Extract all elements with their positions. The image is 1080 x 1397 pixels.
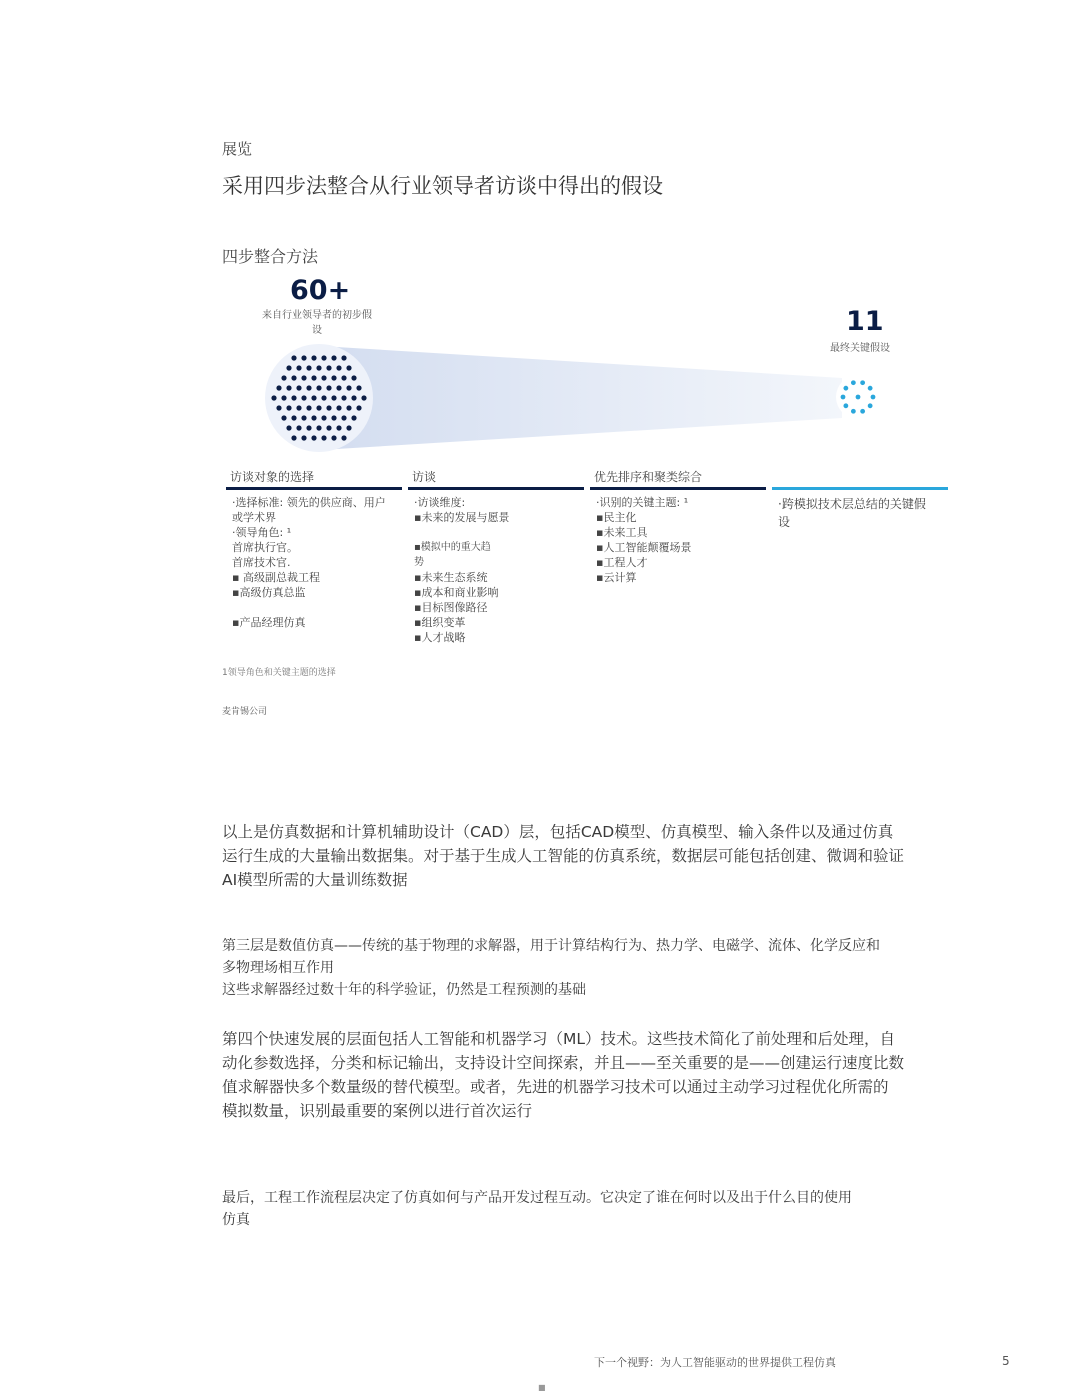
paragraph-data-layer: 以上是仿真数据和计算机辅助设计（CAD）层，包括CAD模型、仿真模型、输入条件以及通过仿真 运行生成的大量输出数据集。对于基于生成人工智能的仿真系统，数据层可能包括创建、微调和验证 AI模型所需的大量训练数据 (222, 823, 905, 889)
hypothesis-dot (276, 385, 281, 390)
final-hypothesis-dot (843, 386, 848, 391)
detail-line: 首席技术官. (232, 556, 291, 569)
hypothesis-dot (361, 395, 366, 400)
detail-line (232, 600, 404, 615)
detail-line: ·选择标准: 领先的供应商、用户 (232, 496, 386, 509)
paragraph-ai-ml-layer: 第四个快速发展的层面包括人工智能和机器学习（ML）技术。这些技术简化了前处理和后处理，自 动化参数选择，分类和标记输出，支持设计空间探索，并且——至关重要的是——创建运行速度比数 值求解器快多个数量级的替代模型。或者，先进的机器学习技术可以通过主动学习过程优化所需的 模拟数量，识别最重要的案例以进行首次运行 (222, 1030, 905, 1120)
hypothesis-dot (321, 435, 326, 440)
hypothesis-dot (291, 355, 296, 360)
hypothesis-dot (321, 375, 326, 380)
hypothesis-dot (321, 395, 326, 400)
final-hypothesis-dot (851, 380, 856, 385)
hypothesis-dot (311, 355, 316, 360)
detail-line: ▪民主化 (596, 511, 637, 524)
detail-line: ▪目标图像路径 (414, 601, 488, 614)
detail-line: ·访谈维度: (414, 496, 466, 509)
hypothesis-dot (346, 365, 351, 370)
step-3-details (596, 495, 768, 585)
hypothesis-dot (316, 425, 321, 430)
hypothesis-dot (296, 365, 301, 370)
step-1-details (232, 495, 404, 630)
hypothesis-dot (316, 385, 321, 390)
page-number: 5 (1002, 1354, 1010, 1368)
hypothesis-dot (286, 405, 291, 410)
funnel-shape (320, 346, 842, 450)
hypothesis-dot (346, 405, 351, 410)
final-hypothesis-dot (856, 395, 861, 400)
hypothesis-dot (316, 365, 321, 370)
hypothesis-dot (331, 415, 336, 420)
hypothesis-dot (336, 405, 341, 410)
hypothesis-dot (351, 395, 356, 400)
detail-line: ▪工程人才 (596, 556, 648, 569)
detail-line: 或学术界 (232, 511, 276, 524)
step-3-title: 优先排序和聚类综合 (594, 470, 703, 484)
hypothesis-dot (281, 375, 286, 380)
hypothesis-dot (301, 415, 306, 420)
detail-line: ▪成本和商业影响 (414, 586, 499, 599)
final-hypothesis-dot (868, 403, 873, 408)
detail-line: ·识别的关键主题: ¹ (596, 496, 689, 509)
final-hypothesis-dot (843, 403, 848, 408)
paragraph-workflow-layer: 最后，工程工作流程层决定了仿真如何与产品开发过程互动。它决定了谁在何时以及出于什么目的使用 仿真 (222, 1190, 852, 1228)
hypothesis-dot (336, 425, 341, 430)
final-hypothesis-dot (868, 386, 873, 391)
hypothesis-dot (356, 405, 361, 410)
final-hypothesis-dot (860, 380, 865, 385)
hypothesis-dot (331, 435, 336, 440)
detail-line: ▪组织变革 (414, 616, 466, 629)
hypothesis-dot (311, 395, 316, 400)
hypothesis-dot (326, 365, 331, 370)
hypothesis-dot (341, 395, 346, 400)
hypothesis-dot (301, 395, 306, 400)
detail-line: ·领导角色: ¹ (232, 526, 292, 539)
hypothesis-dot (331, 395, 336, 400)
hypothesis-dot (286, 365, 291, 370)
hypothesis-dot (276, 405, 281, 410)
page-mark: ■ (538, 1383, 546, 1392)
hypothesis-dot (296, 405, 301, 410)
detail-line: ▪未来工具 (596, 526, 648, 539)
hypothesis-dot (291, 435, 296, 440)
hypothesis-dot (306, 405, 311, 410)
hypothesis-dot (311, 415, 316, 420)
detail-line: ▪人才战略 (414, 631, 466, 644)
hypothesis-dot (316, 405, 321, 410)
step-2-details (414, 495, 586, 645)
detail-line: 势 (414, 557, 424, 568)
step-4-bar (772, 487, 948, 490)
hypothesis-dot (341, 375, 346, 380)
footnote: 1领导角色和关键主题的选择 (222, 668, 336, 678)
step-2-bar (408, 487, 584, 490)
final-caption: 最终关键假设 (830, 343, 890, 354)
detail-line: ▪产品经理仿真 (232, 616, 306, 629)
hypothesis-dot (331, 355, 336, 360)
step-4-details (778, 495, 950, 531)
source-credit: 麦肯锡公司 (222, 707, 268, 717)
hypothesis-dot (291, 395, 296, 400)
hypothesis-dot (311, 375, 316, 380)
step-2-title: 访谈 (412, 470, 437, 484)
hypothesis-dot (356, 385, 361, 390)
footer-title: 下一个视野：为人工智能驱动的世界提供工程仿真 (594, 1356, 836, 1369)
hypothesis-dot (326, 385, 331, 390)
hypothesis-dot (311, 435, 316, 440)
hypothesis-dot (321, 415, 326, 420)
hypothesis-dot (296, 425, 301, 430)
hypothesis-dot (341, 415, 346, 420)
hypothesis-dot (281, 415, 286, 420)
detail-line: ▪模拟中的重大趋 (414, 542, 491, 553)
funnel-start-circle (265, 344, 373, 452)
step-1-title: 访谈对象的选择 (230, 470, 315, 484)
hypothesis-dot (286, 385, 291, 390)
detail-line: ▪人工智能颠覆场景 (596, 541, 692, 554)
hypothesis-dot (286, 425, 291, 430)
final-hypothesis-dot (841, 395, 846, 400)
detail-line: ▪未来生态系统 (414, 571, 488, 584)
step-1-bar (226, 487, 402, 490)
hypothesis-dot (336, 385, 341, 390)
hypothesis-dot (271, 395, 276, 400)
step-3-bar (590, 487, 766, 490)
final-hypothesis-dot (871, 395, 876, 400)
hypothesis-dot (341, 355, 346, 360)
hypothesis-dot (326, 405, 331, 410)
hypothesis-dot (341, 435, 346, 440)
initial-caption: 来自行业领导者的初步假 设 (262, 310, 372, 336)
hypothesis-dot (306, 365, 311, 370)
hypothesis-dot (306, 425, 311, 430)
final-count: 11 (846, 306, 884, 337)
hypothesis-dot (326, 425, 331, 430)
hypothesis-dot (321, 355, 326, 360)
hypothesis-dot (351, 415, 356, 420)
hypothesis-dot (281, 395, 286, 400)
detail-line: 设 (778, 515, 791, 529)
final-hypothesis-dot (851, 409, 856, 414)
exhibit-title: 采用四步法整合从行业领导者访谈中得出的假设 (222, 174, 663, 198)
hypothesis-dot (331, 375, 336, 380)
hypothesis-dot (306, 385, 311, 390)
hypothesis-dot (336, 365, 341, 370)
hypothesis-dot (291, 415, 296, 420)
hypothesis-dot (301, 435, 306, 440)
hypothesis-dot (296, 385, 301, 390)
hypothesis-dot (351, 375, 356, 380)
final-hypothesis-dot (860, 409, 865, 414)
detail-line: ·跨模拟技术层总结的关键假 (778, 497, 926, 511)
method-title: 四步整合方法 (222, 247, 319, 266)
initial-count: 60+ (290, 275, 351, 306)
detail-line: ▪ 高级副总裁工程 (232, 571, 320, 584)
paragraph-numerical-layer: 第三层是数值仿真——传统的基于物理的求解器，用于计算结构行为、热力学、电磁学、流体、化学反应和 多物理场相互作用 这些求解器经过数十年的科学验证，仍然是工程预测的基础 (222, 938, 880, 998)
exhibit-label: 展览 (222, 140, 253, 158)
detail-line: ▪未来的发展与愿景 (414, 511, 510, 524)
hypothesis-dot (301, 375, 306, 380)
hypothesis-dot (301, 355, 306, 360)
detail-line (414, 525, 586, 540)
detail-line: ▪云计算 (596, 571, 637, 584)
detail-line: 首席执行官。 (232, 541, 298, 554)
detail-line: ▪高级仿真总监 (232, 586, 306, 599)
hypothesis-dot (346, 425, 351, 430)
hypothesis-dot (346, 385, 351, 390)
hypothesis-dot (291, 375, 296, 380)
